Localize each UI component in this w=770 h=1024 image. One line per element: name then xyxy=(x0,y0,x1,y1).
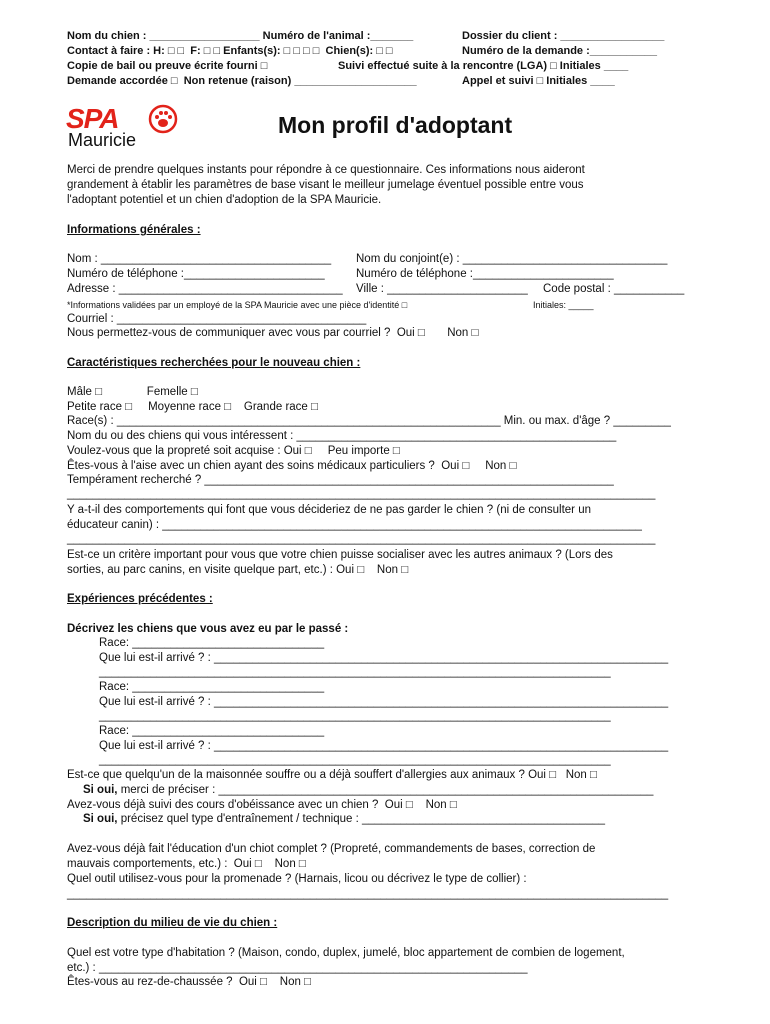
field-past-race[interactable]: Race: ______________________________ xyxy=(99,681,325,693)
field-courriel[interactable]: Courriel : _______________________________________ xyxy=(67,313,367,325)
field-past-outcome[interactable]: Que lui est-il arrivé ? : _______________________________________________________________________ xyxy=(99,740,669,752)
si-oui-label: Si oui, xyxy=(83,784,118,796)
puppy-options[interactable]: mauvais comportements, etc.) : Oui □ Non □ xyxy=(67,858,306,870)
blank-line[interactable]: ________________________________________________________________________________ xyxy=(99,666,611,678)
blank-line[interactable]: ________________________________________________________________________________ xyxy=(99,710,611,722)
section-living-heading: Description du milieu de vie du chien : xyxy=(67,917,278,929)
page-title: Mon profil d'adoptant xyxy=(278,112,513,138)
header-line-3: Copie de bail ou preuve écrite fourni □ xyxy=(67,60,268,72)
field-ville[interactable]: Ville : ______________________ xyxy=(356,283,528,295)
field-past-race[interactable]: Race: ______________________________ xyxy=(99,637,325,649)
allergies-detail-field[interactable]: merci de préciser : ____________________________________________________________________ xyxy=(117,784,654,796)
field-races[interactable]: Race(s) : ____________________________________________________________ Min. ou max. d'âge ? _________ xyxy=(67,415,671,427)
intro-line-1: Merci de prendre quelques instants pour répondre à ce questionnaire. Ces informations nous aideront xyxy=(67,164,585,176)
validation-note: *Informations validées par un employé de la SPA Mauricie avec une pièce d'identité □ xyxy=(67,300,408,310)
cleanliness-options[interactable]: Voulez-vous que la propreté soit acquise : Oui □ Peu importe □ xyxy=(67,445,400,457)
spa-mauricie-logo xyxy=(66,104,196,152)
header-request-number: Numéro de la demande :___________ xyxy=(462,45,658,57)
behaviours-question-1: Y a-t-il des comportements qui font que vous décideriez de ne pas garder le chien ? (ni de consulter un xyxy=(67,504,591,516)
allergies-detail[interactable] xyxy=(83,783,653,797)
header-line-1: Nom du chien : __________________ Numéro de l'animal :_______ xyxy=(67,30,414,42)
field-telephone-2[interactable]: Numéro de téléphone :______________________ xyxy=(356,268,614,280)
field-temperament[interactable]: Tempérament recherché ? ________________________________________________________________ xyxy=(67,474,614,486)
section-general-heading: Informations générales : xyxy=(67,224,201,236)
header-client-file: Dossier du client : _________________ xyxy=(462,30,665,42)
walking-tool-question: Quel outil utilisez-vous pour la promenade ? (Harnais, licou ou décrivez le type de collier) : xyxy=(67,873,527,885)
ground-floor-options[interactable]: Êtes-vous au rez-de-chaussée ? Oui □ Non □ xyxy=(67,976,312,988)
field-adresse[interactable]: Adresse : ___________________________________ xyxy=(67,283,343,295)
field-past-race[interactable]: Race: ______________________________ xyxy=(99,725,325,737)
field-behaviours[interactable]: éducateur canin) : ___________________________________________________________________________ xyxy=(67,519,642,531)
training-detail[interactable] xyxy=(83,812,605,826)
field-past-outcome[interactable]: Que lui est-il arrivé ? : _______________________________________________________________________ xyxy=(99,696,669,708)
blank-line[interactable]: ____________________________________________________________________________________________ xyxy=(67,533,656,545)
socialize-question-1: Est-ce un critère important pour vous que votre chien puisse socialiser avec les autres animaux ? (Lors des xyxy=(67,549,613,561)
blank-line[interactable]: ______________________________________________________________________________________________ xyxy=(67,888,669,900)
section-experience-heading: Expériences précédentes : xyxy=(67,593,213,605)
logo-sub: Mauricie xyxy=(68,130,137,150)
blank-line[interactable]: ____________________________________________________________________________________________ xyxy=(67,488,656,500)
housing-question-1: Quel est votre type d'habitation ? (Maison, condo, duplex, jumelé, bloc appartement de combien de logement, xyxy=(67,947,625,959)
puppy-question-1: Avez-vous déjà fait l'éducation d'un chiot complet ? (Propreté, commandements de bases, correction de xyxy=(67,843,596,855)
size-options[interactable]: Petite race □ Moyenne race □ Grande race □ xyxy=(67,401,318,413)
intro-line-2: grandement à établir les paramètres de base visant le meilleur jumelage éventuel possible entre vous xyxy=(67,179,584,191)
past-dogs-heading: Décrivez les chiens que vous avez eu par le passé : xyxy=(67,623,349,635)
intro-line-3: l'adoptant potentiel et un chien d'adoption de la SPA Mauricie. xyxy=(67,194,382,206)
section-characteristics-heading: Caractéristiques recherchées pour le nouveau chien : xyxy=(67,357,361,369)
allergies-options[interactable]: Est-ce que quelqu'un de la maisonnée souffre ou a déjà souffert d'allergies aux animaux ? Oui □ Non □ xyxy=(67,769,597,781)
obedience-options[interactable]: Avez-vous déjà suivi des cours d'obéissance avec un chien ? Oui □ Non □ xyxy=(67,799,457,811)
header-line-4: Demande accordée □ Non retenue (raison) ____________________ xyxy=(67,75,417,87)
socialize-options[interactable]: sorties, au parc canins, en visite quelque part, etc.) : Oui □ Non □ xyxy=(67,564,409,576)
field-past-outcome[interactable]: Que lui est-il arrivé ? : _______________________________________________________________________ xyxy=(99,652,669,664)
field-housing[interactable]: etc.) : ___________________________________________________________________ xyxy=(67,962,528,974)
paw-icon xyxy=(148,104,178,134)
blank-line[interactable]: ________________________________________________________________________________ xyxy=(99,754,611,766)
medical-care-options[interactable]: Êtes-vous à l'aise avec un chien ayant des soins médicaux particuliers ? Oui □ Non □ xyxy=(67,460,517,472)
field-conjoint[interactable]: Nom du conjoint(e) : ________________________________ xyxy=(356,253,668,265)
email-consent[interactable]: Nous permettez-vous de communiquer avec vous par courriel ? Oui □ Non □ xyxy=(67,327,479,339)
header-call: Appel et suivi □ Initiales ____ xyxy=(462,75,615,87)
field-nom[interactable]: Nom : ____________________________________ xyxy=(67,253,332,265)
field-initiales[interactable]: Initiales: _____ xyxy=(533,300,594,310)
header-line-2: Contact à faire : H: □ □ F: □ □ Enfants(s): □ □ □ □ Chien(s): □ □ xyxy=(67,45,393,57)
si-oui-label: Si oui, xyxy=(83,813,118,825)
field-dog-names[interactable]: Nom du ou des chiens qui vous intéressent : __________________________________________________ xyxy=(67,430,617,442)
logo-brand: SPA xyxy=(66,103,119,134)
header-follow-up: Suivi effectué suite à la rencontre (LGA) □ Initiales ____ xyxy=(338,60,629,72)
sex-options[interactable]: Mâle □ Femelle □ xyxy=(67,386,198,398)
field-telephone[interactable]: Numéro de téléphone :______________________ xyxy=(67,268,325,280)
training-detail-field[interactable]: précisez quel type d'entraînement / technique : ______________________________________ xyxy=(117,813,606,825)
field-code-postal[interactable]: Code postal : ___________ xyxy=(543,283,685,295)
